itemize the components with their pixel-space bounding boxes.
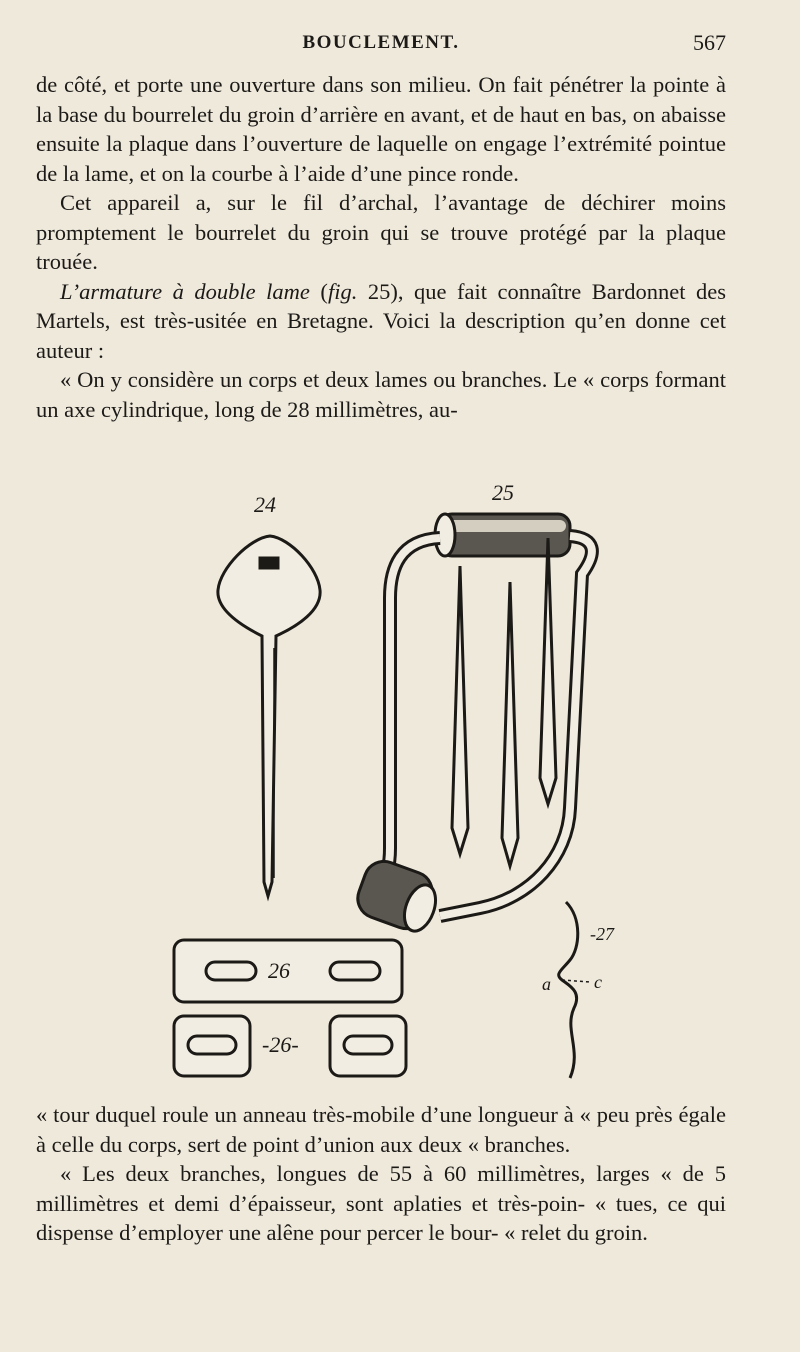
paragraph: « tour duquel roule un anneau très-mobile d’une longueur à « peu près égale à celle du corps, sert de point d’union aux deux « branches.	[36, 1102, 726, 1157]
italic-term: L’armature à double lame	[60, 278, 310, 304]
paragraph: « Les deux branches, longues de 55 à 60 millimètres, larges « de 5 millimètres et demi d’épaisseur, sont aplaties et très-poin- « tues, ce qui dispense d’employer une alêne pour percer le bour- « relet du groin.	[36, 1161, 726, 1245]
figure-25-label: 25	[492, 480, 514, 505]
text-run: (	[309, 278, 328, 304]
figure-26-label-top: 26	[268, 958, 290, 983]
figure-27-label-c: c	[594, 972, 602, 992]
paragraph: de côté, et porte une ouverture dans son milieu. On fait pénétrer la pointe à la base du bourrelet du groin d’arrière en avant, et de haut en bas, on abaisse ensuite la plaque dans l’ouverture de laquelle on engage l’extrémité pointue de la lame, et on la courbe à l’aide d’une pince ronde.	[36, 72, 726, 186]
figure-27-hooked-wire	[559, 902, 590, 1078]
text-run: 25), que fait connaître Bardonnet des Martels, est très-usitée en Bretagne. Voici la description qu’en donne cet auteur :	[36, 278, 727, 363]
paragraph: Cet appareil a, sur le fil d’archal, l’avantage de déchirer moins promptement le bourrelet du groin qui se trouve protégé par la plaque trouée.	[36, 190, 726, 274]
figure-27-label: -27	[590, 924, 614, 944]
figure-24-pin	[218, 536, 320, 896]
running-title: BOUCLEMENT.	[302, 32, 460, 53]
figure-24-label: 24	[254, 492, 276, 517]
engraving-figure	[150, 478, 620, 1088]
text-block-bottom	[36, 1100, 726, 1248]
figure-reference: fig.	[327, 278, 358, 304]
paragraph: « On y considère un corps et deux lames ou branches. Le « corps formant un axe cylindrique, long de 28 millimètres, au-	[36, 367, 726, 422]
page-number: 567	[693, 30, 726, 55]
text-block-top	[36, 70, 726, 424]
figure-27-label-a: a	[542, 974, 551, 994]
figure-25-armature	[352, 514, 592, 935]
paragraph	[36, 277, 726, 366]
figure-26-label-bottom: -26-	[262, 1032, 299, 1057]
page-header	[36, 30, 726, 60]
